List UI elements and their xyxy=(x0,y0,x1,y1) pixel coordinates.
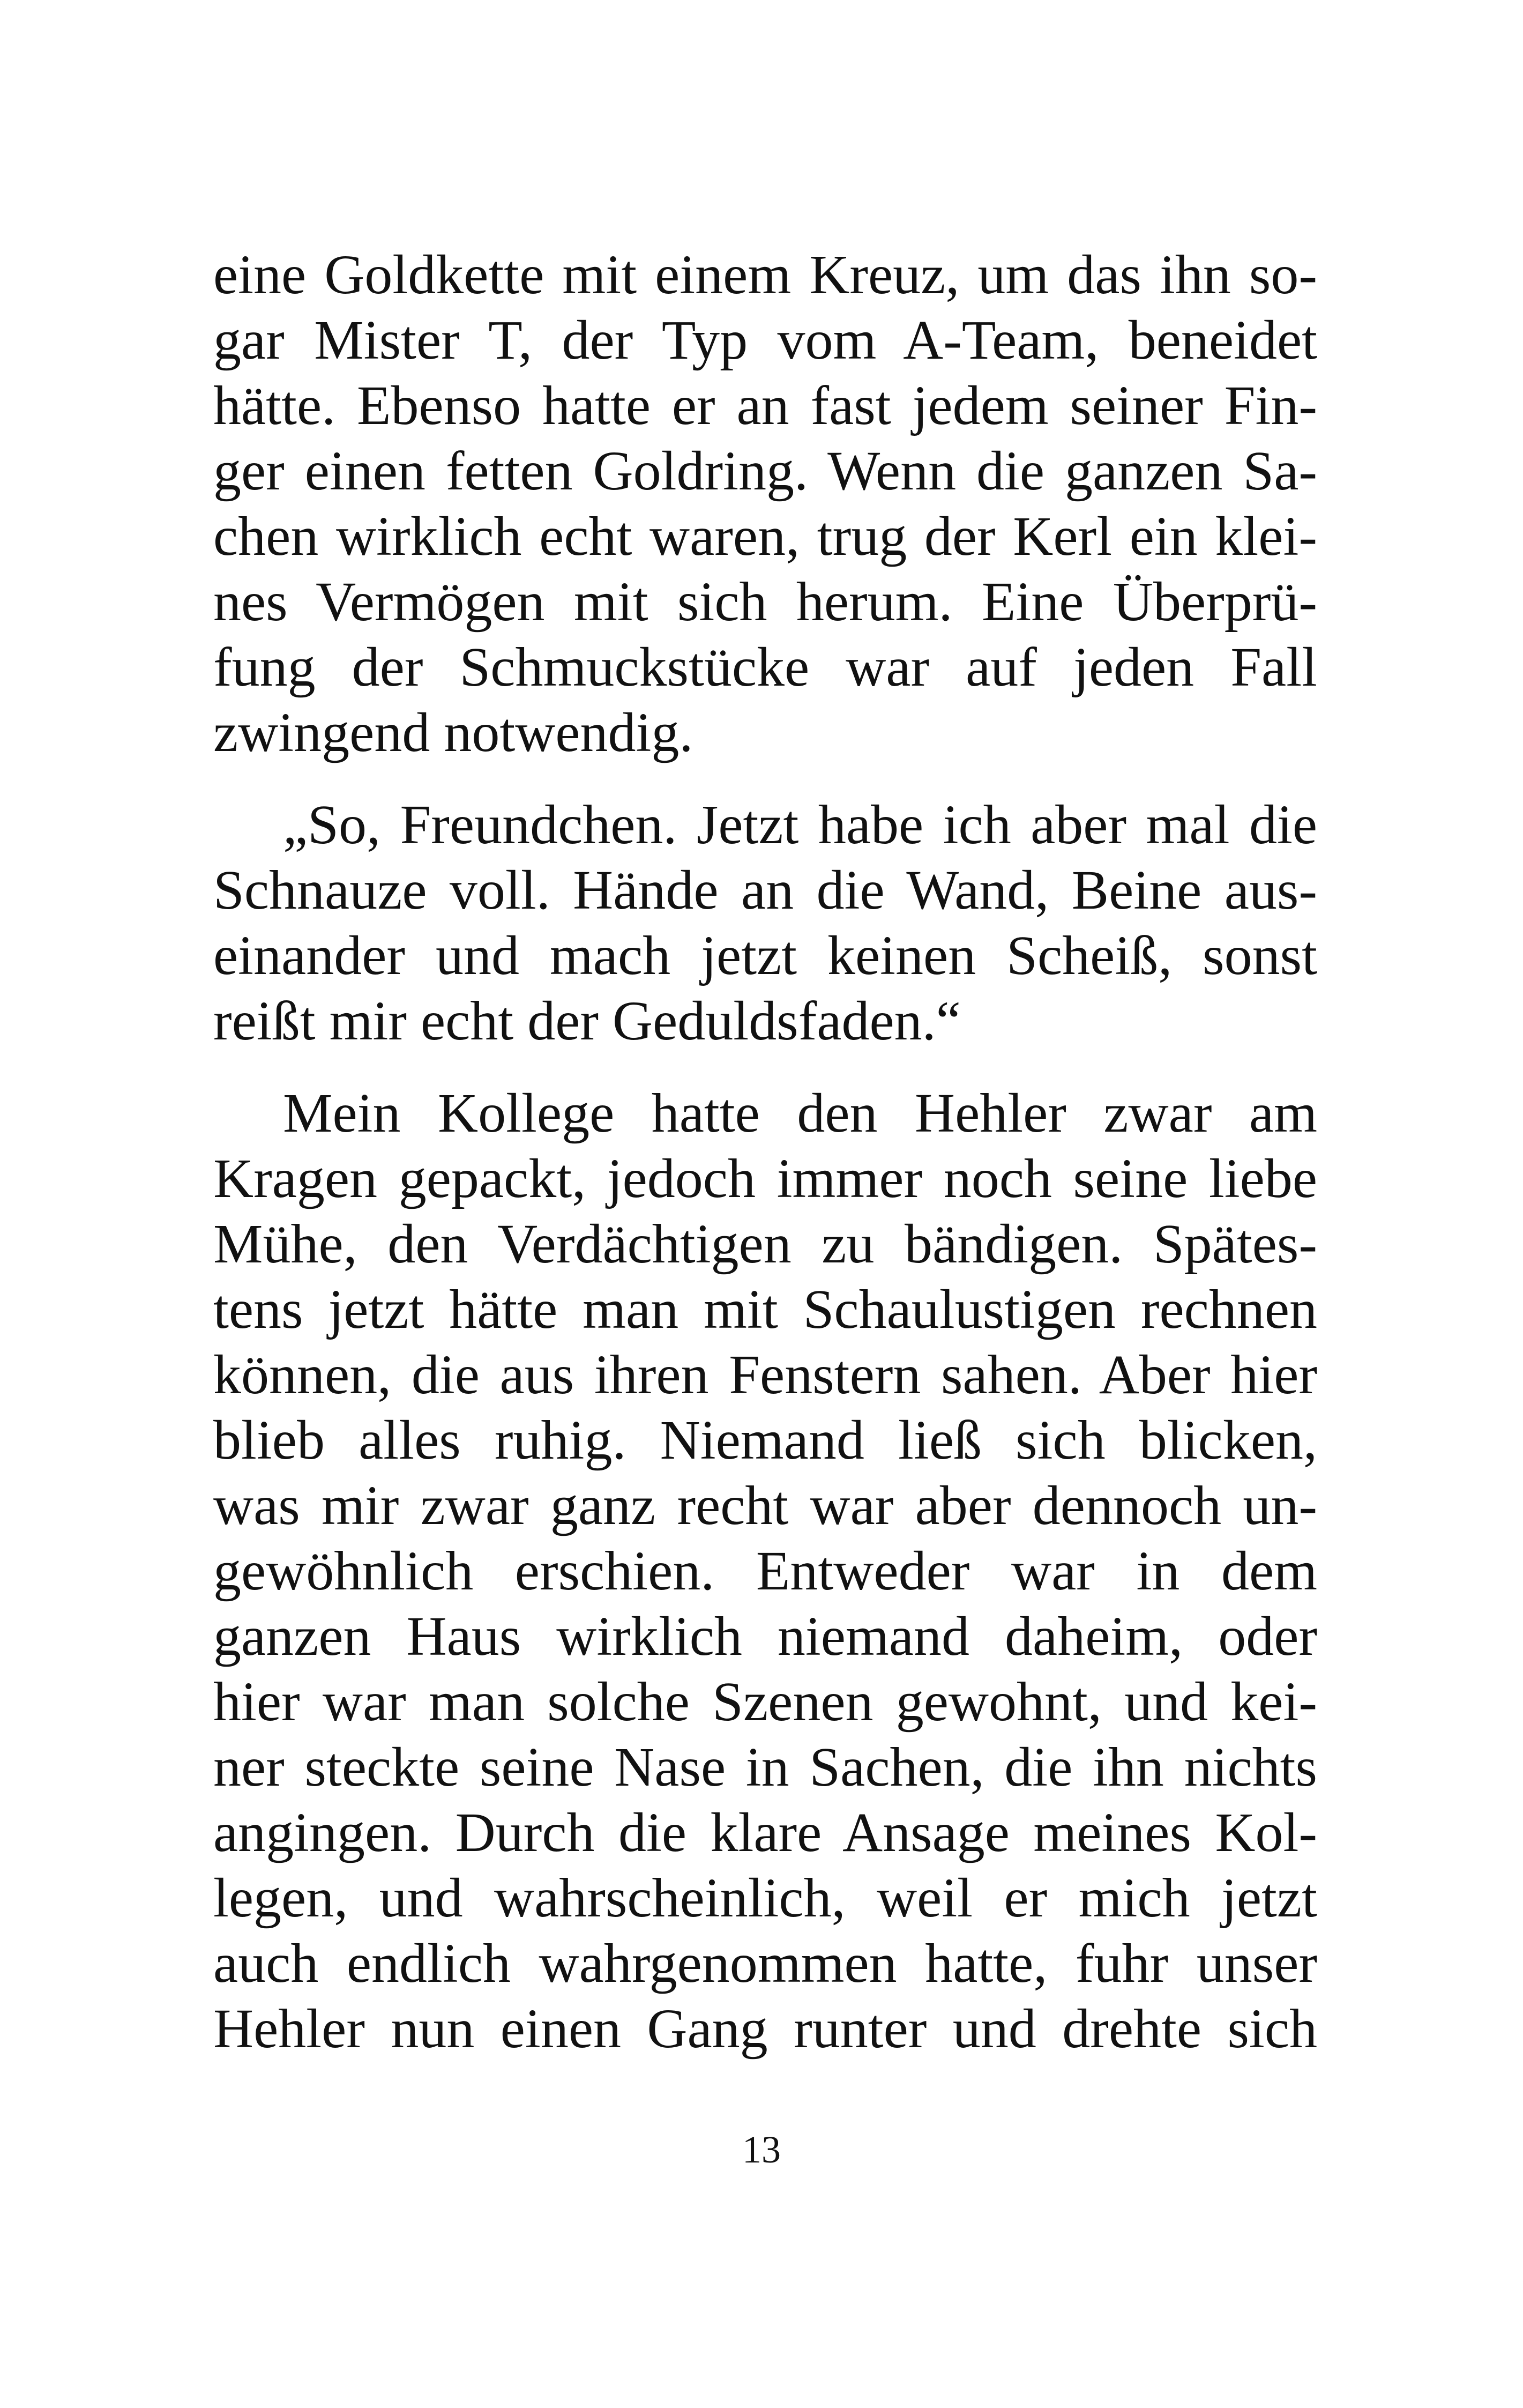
text-line: einander und mach jetzt keinen Scheiß, sonst xyxy=(213,925,1317,986)
text-line: Mühe, den Verdächtigen zu bändigen. Spätes- xyxy=(213,1213,1317,1275)
text-line: Mein Kollege hatte den Hehler zwar am xyxy=(283,1082,1317,1144)
text-line: blieb alles ruhig. Niemand ließ sich blicken, xyxy=(213,1409,1317,1471)
text-line: gar Mister T, der Typ vom A-Team, beneidet xyxy=(213,309,1317,371)
text-line: eine Goldkette mit einem Kreuz, um das ihn so- xyxy=(213,244,1317,306)
text-line: können, die aus ihren Fenstern sahen. Aber hier xyxy=(213,1344,1317,1406)
text-line: hätte. Ebenso hatte er an fast jedem seiner Fin- xyxy=(213,375,1317,436)
paragraph-3 xyxy=(213,1081,1317,2062)
text-line: hier war man solche Szenen gewohnt, und kei- xyxy=(213,1671,1317,1733)
text-line: Hehler nun einen Gang runter und drehte sich xyxy=(213,1998,1317,2060)
page-number: 13 xyxy=(742,2128,781,2171)
text-line: Kragen gepackt, jedoch immer noch seine liebe xyxy=(213,1148,1317,1209)
body-text xyxy=(213,242,1317,2062)
paragraph-1 xyxy=(213,242,1317,765)
text-line: gewöhnlich erschien. Entweder war in dem xyxy=(213,1540,1317,1602)
text-line: fung der Schmuckstücke war auf jeden Fall xyxy=(213,636,1317,698)
text-line: auch endlich wahrgenommen hatte, fuhr unser xyxy=(213,1933,1317,1994)
text-line: chen wirklich echt waren, trug der Kerl ein klei- xyxy=(213,506,1317,567)
text-line: angingen. Durch die klare Ansage meines Kol- xyxy=(213,1802,1317,1863)
text-line: reißt mir echt der Geduldsfaden.“ xyxy=(213,990,961,1052)
text-line: zwingend notwendig. xyxy=(213,702,693,763)
text-line: ger einen fetten Goldring. Wenn die ganzen Sa- xyxy=(213,440,1317,502)
text-line: „So, Freundchen. Jetzt habe ich aber mal die xyxy=(283,794,1317,856)
text-line: ganzen Haus wirklich niemand daheim, oder xyxy=(213,1606,1317,1667)
text-line: legen, und wahrscheinlich, weil er mich jetzt xyxy=(213,1867,1317,1929)
text-line: Schnauze voll. Hände an die Wand, Beine aus- xyxy=(213,859,1317,921)
text-line: nes Vermögen mit sich herum. Eine Überprü- xyxy=(213,571,1317,633)
paragraph-2 xyxy=(213,792,1317,1054)
text-line: tens jetzt hätte man mit Schaulustigen rechnen xyxy=(213,1279,1317,1340)
text-line: ner steckte seine Nase in Sachen, die ihn nichts xyxy=(213,1736,1317,1798)
paragraph-spacer xyxy=(213,1054,1317,1081)
text-line: was mir zwar ganz recht war aber dennoch un- xyxy=(213,1475,1317,1536)
paragraph-spacer xyxy=(213,765,1317,792)
